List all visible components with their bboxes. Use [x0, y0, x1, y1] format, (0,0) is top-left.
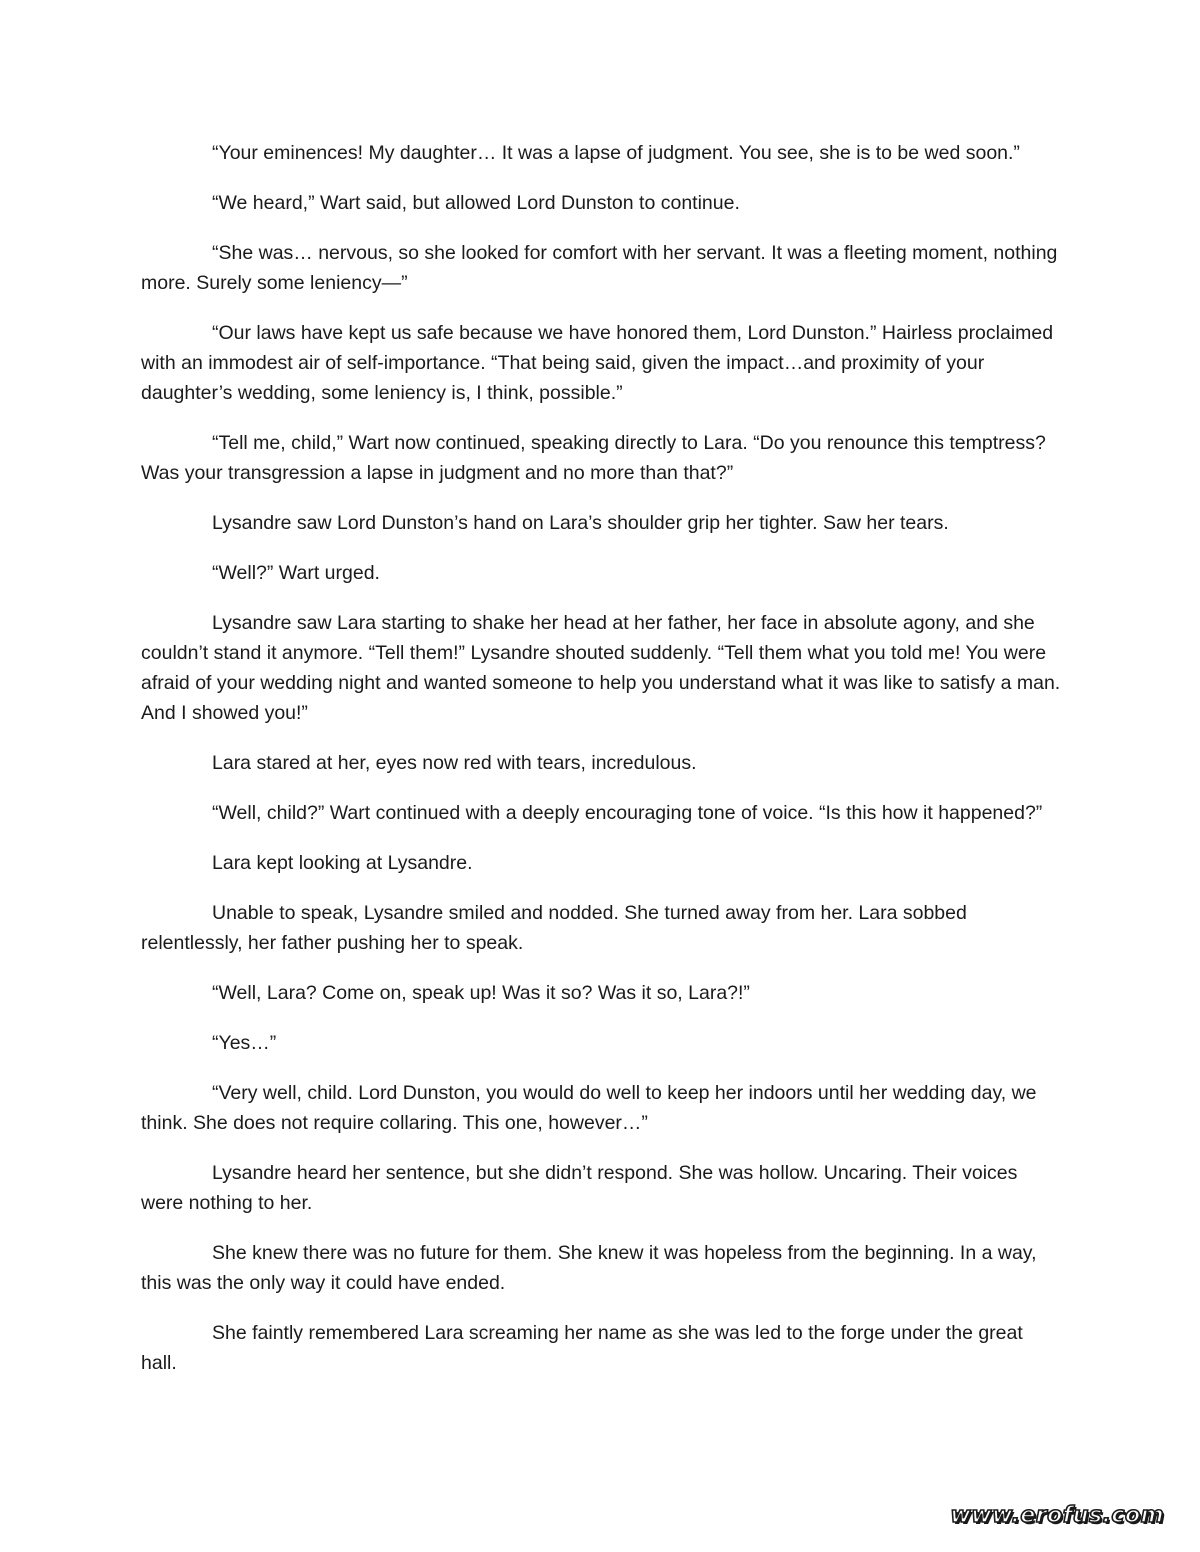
paragraph: “Your eminences! My daughter… It was a lapse of judgment. You see, she is to be wed soon.”	[212, 142, 1020, 164]
paragraph: “She was… nervous, so she looked for comfort with her servant. It was a fleeting moment, nothing more. Surely some leniency—”	[141, 242, 1058, 294]
paragraph: Lysandre saw Lara starting to shake her head at her father, her face in absolute agony, and she couldn’t stand it anymore. “Tell them!” Lysandre shouted suddenly. “Tell them what you told me! You were afraid of your wedding night and wanted someone to help you understand what it was like to satisfy a man. And I showed you!”	[141, 612, 1061, 724]
paragraph: Lara stared at her, eyes now red with tears, incredulous.	[212, 752, 697, 774]
paragraph: Lysandre heard her sentence, but she didn’t respond. She was hollow. Uncaring. Their voices were nothing to her.	[141, 1162, 1018, 1214]
paragraph: Unable to speak, Lysandre smiled and nodded. She turned away from her. Lara sobbed relentlessly, her father pushing her to speak.	[141, 902, 967, 954]
paragraph: Lysandre saw Lord Dunston’s hand on Lara’s shoulder grip her tighter. Saw her tears.	[212, 512, 949, 534]
paragraph: “Yes…”	[212, 1032, 277, 1054]
paragraph: She knew there was no future for them. She knew it was hopeless from the beginning. In a way, this was the only way it could have ended.	[141, 1242, 1037, 1294]
paragraph: “Our laws have kept us safe because we have honored them, Lord Dunston.” Hairless proclaimed with an immodest air of self-importance. “That being said, given the impact…and proximity of your daughter’s wedding, some leniency is, I think, possible.”	[141, 322, 1054, 404]
paragraph: “Tell me, child,” Wart now continued, speaking directly to Lara. “Do you renounce this temptress? Was your transgression a lapse in judgment and no more than that?”	[141, 432, 1046, 484]
paragraph: “Well?” Wart urged.	[212, 562, 380, 584]
paragraph: “Well, Lara? Come on, speak up! Was it so? Was it so, Lara?!”	[212, 982, 750, 1004]
paragraph: “Well, child?” Wart continued with a deeply encouraging tone of voice. “Is this how it happened?”	[212, 802, 1043, 824]
paragraph: She faintly remembered Lara screaming her name as she was led to the forge under the great hall.	[141, 1322, 1023, 1374]
paragraph: “We heard,” Wart said, but allowed Lord Dunston to continue.	[212, 192, 740, 214]
paragraph: Lara kept looking at Lysandre.	[212, 852, 473, 874]
paragraph: “Very well, child. Lord Dunston, you would do well to keep her indoors until her wedding day, we think. She does not require collaring. This one, however…”	[141, 1082, 1037, 1134]
document-page	[141, 138, 1061, 1398]
site-watermark: www.erofus.com	[940, 1500, 1174, 1532]
